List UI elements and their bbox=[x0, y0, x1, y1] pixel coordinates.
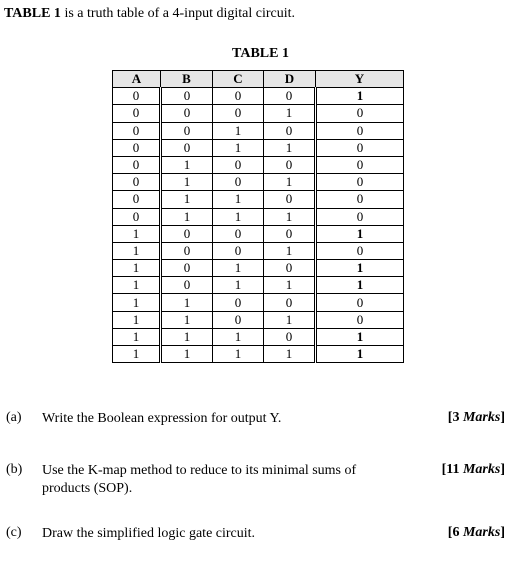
cell-d: 0 bbox=[264, 191, 316, 208]
question-label: (b) bbox=[6, 462, 23, 477]
cell-y: 0 bbox=[316, 191, 404, 208]
cell-y: 0 bbox=[316, 105, 404, 122]
cell-y: 1 bbox=[316, 225, 404, 242]
cell-y: 0 bbox=[316, 139, 404, 156]
header-d: D bbox=[264, 71, 316, 88]
header-c: C bbox=[213, 71, 264, 88]
table-row bbox=[113, 139, 404, 156]
question-text: Write the Boolean expression for output Y. bbox=[42, 411, 282, 426]
cell-c: 0 bbox=[213, 242, 264, 259]
table-row bbox=[113, 277, 404, 294]
question-text: Draw the simplified logic gate circuit. bbox=[42, 526, 256, 541]
cell-b: 1 bbox=[161, 191, 213, 208]
cell-d: 0 bbox=[264, 122, 316, 139]
table-row bbox=[113, 156, 404, 173]
cell-a: 0 bbox=[113, 139, 161, 156]
table-row bbox=[113, 105, 404, 122]
cell-d: 1 bbox=[264, 208, 316, 225]
cell-a: 0 bbox=[113, 122, 161, 139]
cell-c: 0 bbox=[213, 225, 264, 242]
cell-c: 0 bbox=[213, 294, 264, 311]
cell-d: 1 bbox=[264, 346, 316, 363]
cell-a: 0 bbox=[113, 191, 161, 208]
table-row bbox=[113, 191, 404, 208]
cell-d: 1 bbox=[264, 139, 316, 156]
question-text: Use the K-map method to reduce to its minimal sums of products (SOP). bbox=[42, 463, 357, 496]
table-row bbox=[113, 346, 404, 363]
table-caption: TABLE 1 bbox=[232, 46, 289, 61]
cell-y: 1 bbox=[316, 277, 404, 294]
cell-y: 0 bbox=[316, 242, 404, 259]
cell-b: 0 bbox=[161, 277, 213, 294]
cell-a: 1 bbox=[113, 242, 161, 259]
cell-y: 0 bbox=[316, 122, 404, 139]
cell-y: 1 bbox=[316, 88, 404, 105]
cell-d: 0 bbox=[264, 328, 316, 345]
cell-b: 1 bbox=[161, 346, 213, 363]
table-row bbox=[113, 174, 404, 191]
cell-a: 0 bbox=[113, 174, 161, 191]
cell-c: 1 bbox=[213, 346, 264, 363]
cell-b: 1 bbox=[161, 311, 213, 328]
cell-y: 0 bbox=[316, 156, 404, 173]
cell-b: 0 bbox=[161, 242, 213, 259]
cell-a: 1 bbox=[113, 277, 161, 294]
cell-y: 0 bbox=[316, 208, 404, 225]
cell-c: 0 bbox=[213, 174, 264, 191]
cell-d: 0 bbox=[264, 260, 316, 277]
question-label: (c) bbox=[6, 525, 22, 540]
cell-b: 0 bbox=[161, 88, 213, 105]
cell-b: 0 bbox=[161, 225, 213, 242]
cell-a: 1 bbox=[113, 260, 161, 277]
cell-a: 1 bbox=[113, 311, 161, 328]
cell-d: 0 bbox=[264, 294, 316, 311]
table-row bbox=[113, 225, 404, 242]
cell-c: 1 bbox=[213, 277, 264, 294]
truth-table bbox=[112, 70, 404, 363]
cell-a: 1 bbox=[113, 346, 161, 363]
table-row bbox=[113, 88, 404, 105]
intro-description: is a truth table of a 4-input digital circuit. bbox=[60, 6, 295, 21]
cell-c: 1 bbox=[213, 328, 264, 345]
table-row bbox=[113, 311, 404, 328]
header-y: Y bbox=[316, 71, 404, 88]
question-label: (a) bbox=[6, 410, 22, 425]
intro-table-ref: TABLE 1 bbox=[4, 6, 61, 21]
cell-c: 1 bbox=[213, 139, 264, 156]
cell-y: 1 bbox=[316, 260, 404, 277]
cell-a: 1 bbox=[113, 225, 161, 242]
cell-d: 1 bbox=[264, 311, 316, 328]
table-row bbox=[113, 208, 404, 225]
cell-a: 0 bbox=[113, 105, 161, 122]
cell-y: 0 bbox=[316, 174, 404, 191]
cell-y: 0 bbox=[316, 294, 404, 311]
cell-b: 1 bbox=[161, 156, 213, 173]
intro-text bbox=[4, 6, 295, 22]
cell-d: 1 bbox=[264, 105, 316, 122]
cell-y: 1 bbox=[316, 346, 404, 363]
cell-d: 1 bbox=[264, 277, 316, 294]
cell-d: 1 bbox=[264, 242, 316, 259]
cell-a: 0 bbox=[113, 208, 161, 225]
table-row bbox=[113, 328, 404, 345]
cell-y: 0 bbox=[316, 311, 404, 328]
question-marks: [6 Marks] bbox=[447, 525, 505, 540]
question-marks: [11 Marks] bbox=[441, 462, 505, 477]
cell-b: 0 bbox=[161, 122, 213, 139]
cell-a: 1 bbox=[113, 294, 161, 311]
cell-a: 0 bbox=[113, 88, 161, 105]
header-row bbox=[113, 71, 404, 88]
cell-c: 0 bbox=[213, 88, 264, 105]
cell-d: 0 bbox=[264, 225, 316, 242]
truth-table-body bbox=[113, 88, 404, 363]
table-row bbox=[113, 242, 404, 259]
cell-c: 0 bbox=[213, 311, 264, 328]
cell-b: 0 bbox=[161, 139, 213, 156]
cell-b: 1 bbox=[161, 208, 213, 225]
cell-c: 1 bbox=[213, 260, 264, 277]
table-row bbox=[113, 294, 404, 311]
cell-b: 0 bbox=[161, 105, 213, 122]
cell-d: 1 bbox=[264, 174, 316, 191]
table-row bbox=[113, 260, 404, 277]
cell-a: 0 bbox=[113, 156, 161, 173]
header-b: B bbox=[161, 71, 213, 88]
cell-b: 0 bbox=[161, 260, 213, 277]
cell-b: 1 bbox=[161, 294, 213, 311]
cell-c: 1 bbox=[213, 191, 264, 208]
table-row bbox=[113, 122, 404, 139]
cell-y: 1 bbox=[316, 328, 404, 345]
cell-a: 1 bbox=[113, 328, 161, 345]
cell-d: 0 bbox=[264, 156, 316, 173]
cell-c: 1 bbox=[213, 208, 264, 225]
header-a: A bbox=[113, 71, 161, 88]
cell-b: 1 bbox=[161, 328, 213, 345]
cell-c: 1 bbox=[213, 122, 264, 139]
cell-c: 0 bbox=[213, 156, 264, 173]
question-marks: [3 Marks] bbox=[447, 410, 505, 425]
cell-b: 1 bbox=[161, 174, 213, 191]
cell-d: 0 bbox=[264, 88, 316, 105]
cell-c: 0 bbox=[213, 105, 264, 122]
